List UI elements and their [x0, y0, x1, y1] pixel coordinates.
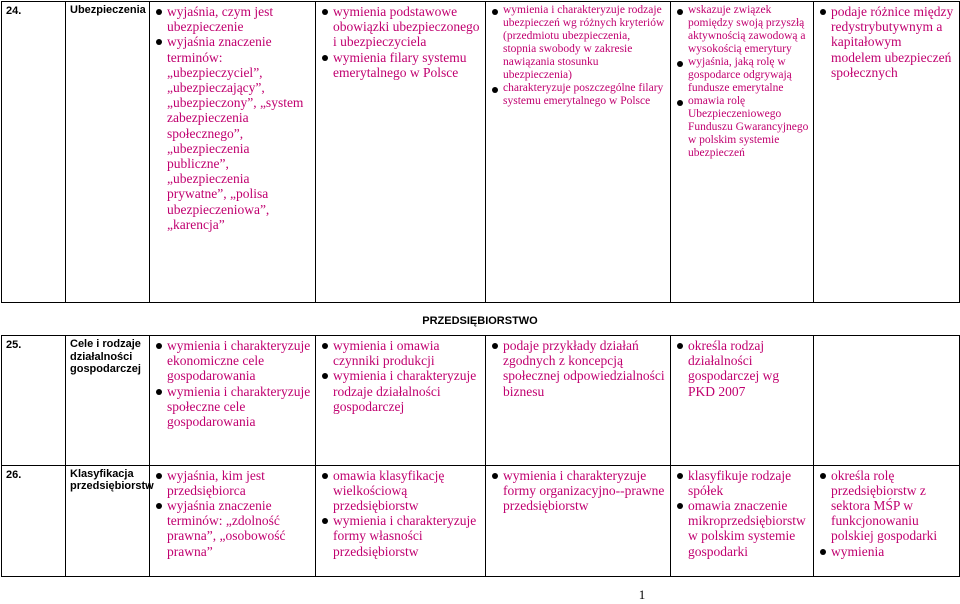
list-item: określa rolę przedsiębiorstw z sektora MŚP w funkcjonowaniu polskiej gospodarki	[831, 468, 955, 544]
row-26-col5	[814, 465, 960, 576]
row-24-topic: Ubezpieczenia	[66, 2, 150, 303]
rows-25-26-table	[1, 335, 960, 577]
list-item: klasyfikuje rodzaje spółek	[688, 468, 809, 498]
row-24-col4	[671, 2, 814, 303]
row-24-col5	[814, 2, 960, 303]
list-item: wymienia i charakteryzuje rodzaje ubezpieczeń wg różnych kryteriów (przedmiotu ubezpieczenia, stopnia swobody w zakresie nawiązania stosunku ubezpieczenia)	[503, 4, 665, 81]
list-item: wymienia i charakteryzuje formy własności przedsiębiorstw	[333, 513, 481, 559]
list-item: omawia rolę Ubezpieczeniowego Funduszu Gwarancyjnego w polskim systemie ubezpieczeń	[688, 95, 809, 159]
section-title: PRZEDSIĘBIORSTWO	[422, 315, 538, 327]
list-item: podaje różnice między redystrybutywnym a kapitałowym modelem ubezpieczeń społecznych	[831, 4, 954, 80]
row-26-col1	[150, 465, 316, 576]
list-item: wyjaśnia, kim jest przedsiębiorca	[167, 468, 311, 498]
list-item: podaje przykłady działań zgodnych z koncepcją społecznej odpowiedzialności biznesu	[503, 338, 665, 399]
row-26-topic: Klasyfikacja przedsiębiorstw	[66, 465, 150, 576]
row-24-col2	[316, 2, 486, 303]
row-24-number: 24.	[2, 2, 66, 303]
page-number: 1	[638, 587, 646, 602]
list-item: wyjaśnia znaczenie terminów: „ubezpieczyciel”, „ubezpieczający”, „ubezpieczony”, „system zabezpieczenia społecznego”, „ubezpieczenia publiczne”, „ubezpieczenia prywatne”, „polisa ubezpieczeniowa”, „karencja”	[167, 34, 311, 232]
row-25-number: 25.	[2, 336, 66, 466]
row-26-col2	[316, 465, 486, 576]
row-25-col1	[150, 336, 316, 466]
list-item: wymienia i charakteryzuje formy organizacyjno--prawne przedsiębiorstw	[503, 467, 665, 513]
list-item: wyjaśnia, jaką rolę w gospodarce odgrywają fundusze emerytalne	[688, 56, 809, 95]
row-26-col4	[671, 465, 814, 576]
list-item: określa rodzaj działalności gospodarczej wg PKD 2007	[688, 338, 809, 399]
row-24-col1	[150, 2, 316, 303]
list-item: charakteryzuje poszczególne filary systemu emerytalnego w Polsce	[503, 82, 666, 108]
row-25-col5	[814, 336, 960, 466]
list-item: wymienia i charakteryzuje rodzaje działalności gospodarczej	[333, 368, 481, 414]
row-26-col3	[486, 465, 671, 576]
list-item: omawia klasyfikację wielkościową przedsiębiorstw	[333, 468, 481, 514]
row-26-number: 26.	[2, 465, 66, 576]
list-item: wymienia i charakteryzuje ekonomiczne cele gospodarowania	[167, 338, 311, 384]
list-item: wyjaśnia znaczenie terminów: „zdolność prawna”, „osobowość prawna”	[167, 498, 311, 559]
list-item: wymienia podstawowe obowiązki ubezpieczonego i ubezpieczyciela	[333, 4, 480, 50]
list-item: wskazuje związek pomiędzy swoją przyszłą aktywnością zawodową a wysokością emerytury	[688, 4, 809, 56]
list-item: wymienia i omawia czynniki produkcji	[333, 338, 481, 368]
list-item: wymienia	[831, 544, 955, 559]
list-item: wymienia i charakteryzuje społeczne cele gospodarowania	[167, 383, 311, 430]
row-25-col4	[671, 336, 814, 466]
row-25-col3	[486, 336, 671, 466]
list-item: wyjaśnia, czym jest ubezpieczenie	[167, 4, 311, 34]
list-item: wymienia filary systemu emerytalnego w Polsce	[333, 50, 481, 80]
row-24-table	[1, 1, 960, 303]
row-25-col2	[316, 336, 486, 466]
row-25-topic: Cele i rodzaje działalności gospodarczej	[66, 336, 150, 466]
list-item: omawia znaczenie mikroprzedsiębiorstw w polskim systemie gospodarki	[688, 498, 809, 559]
row-24-col3	[486, 2, 671, 303]
